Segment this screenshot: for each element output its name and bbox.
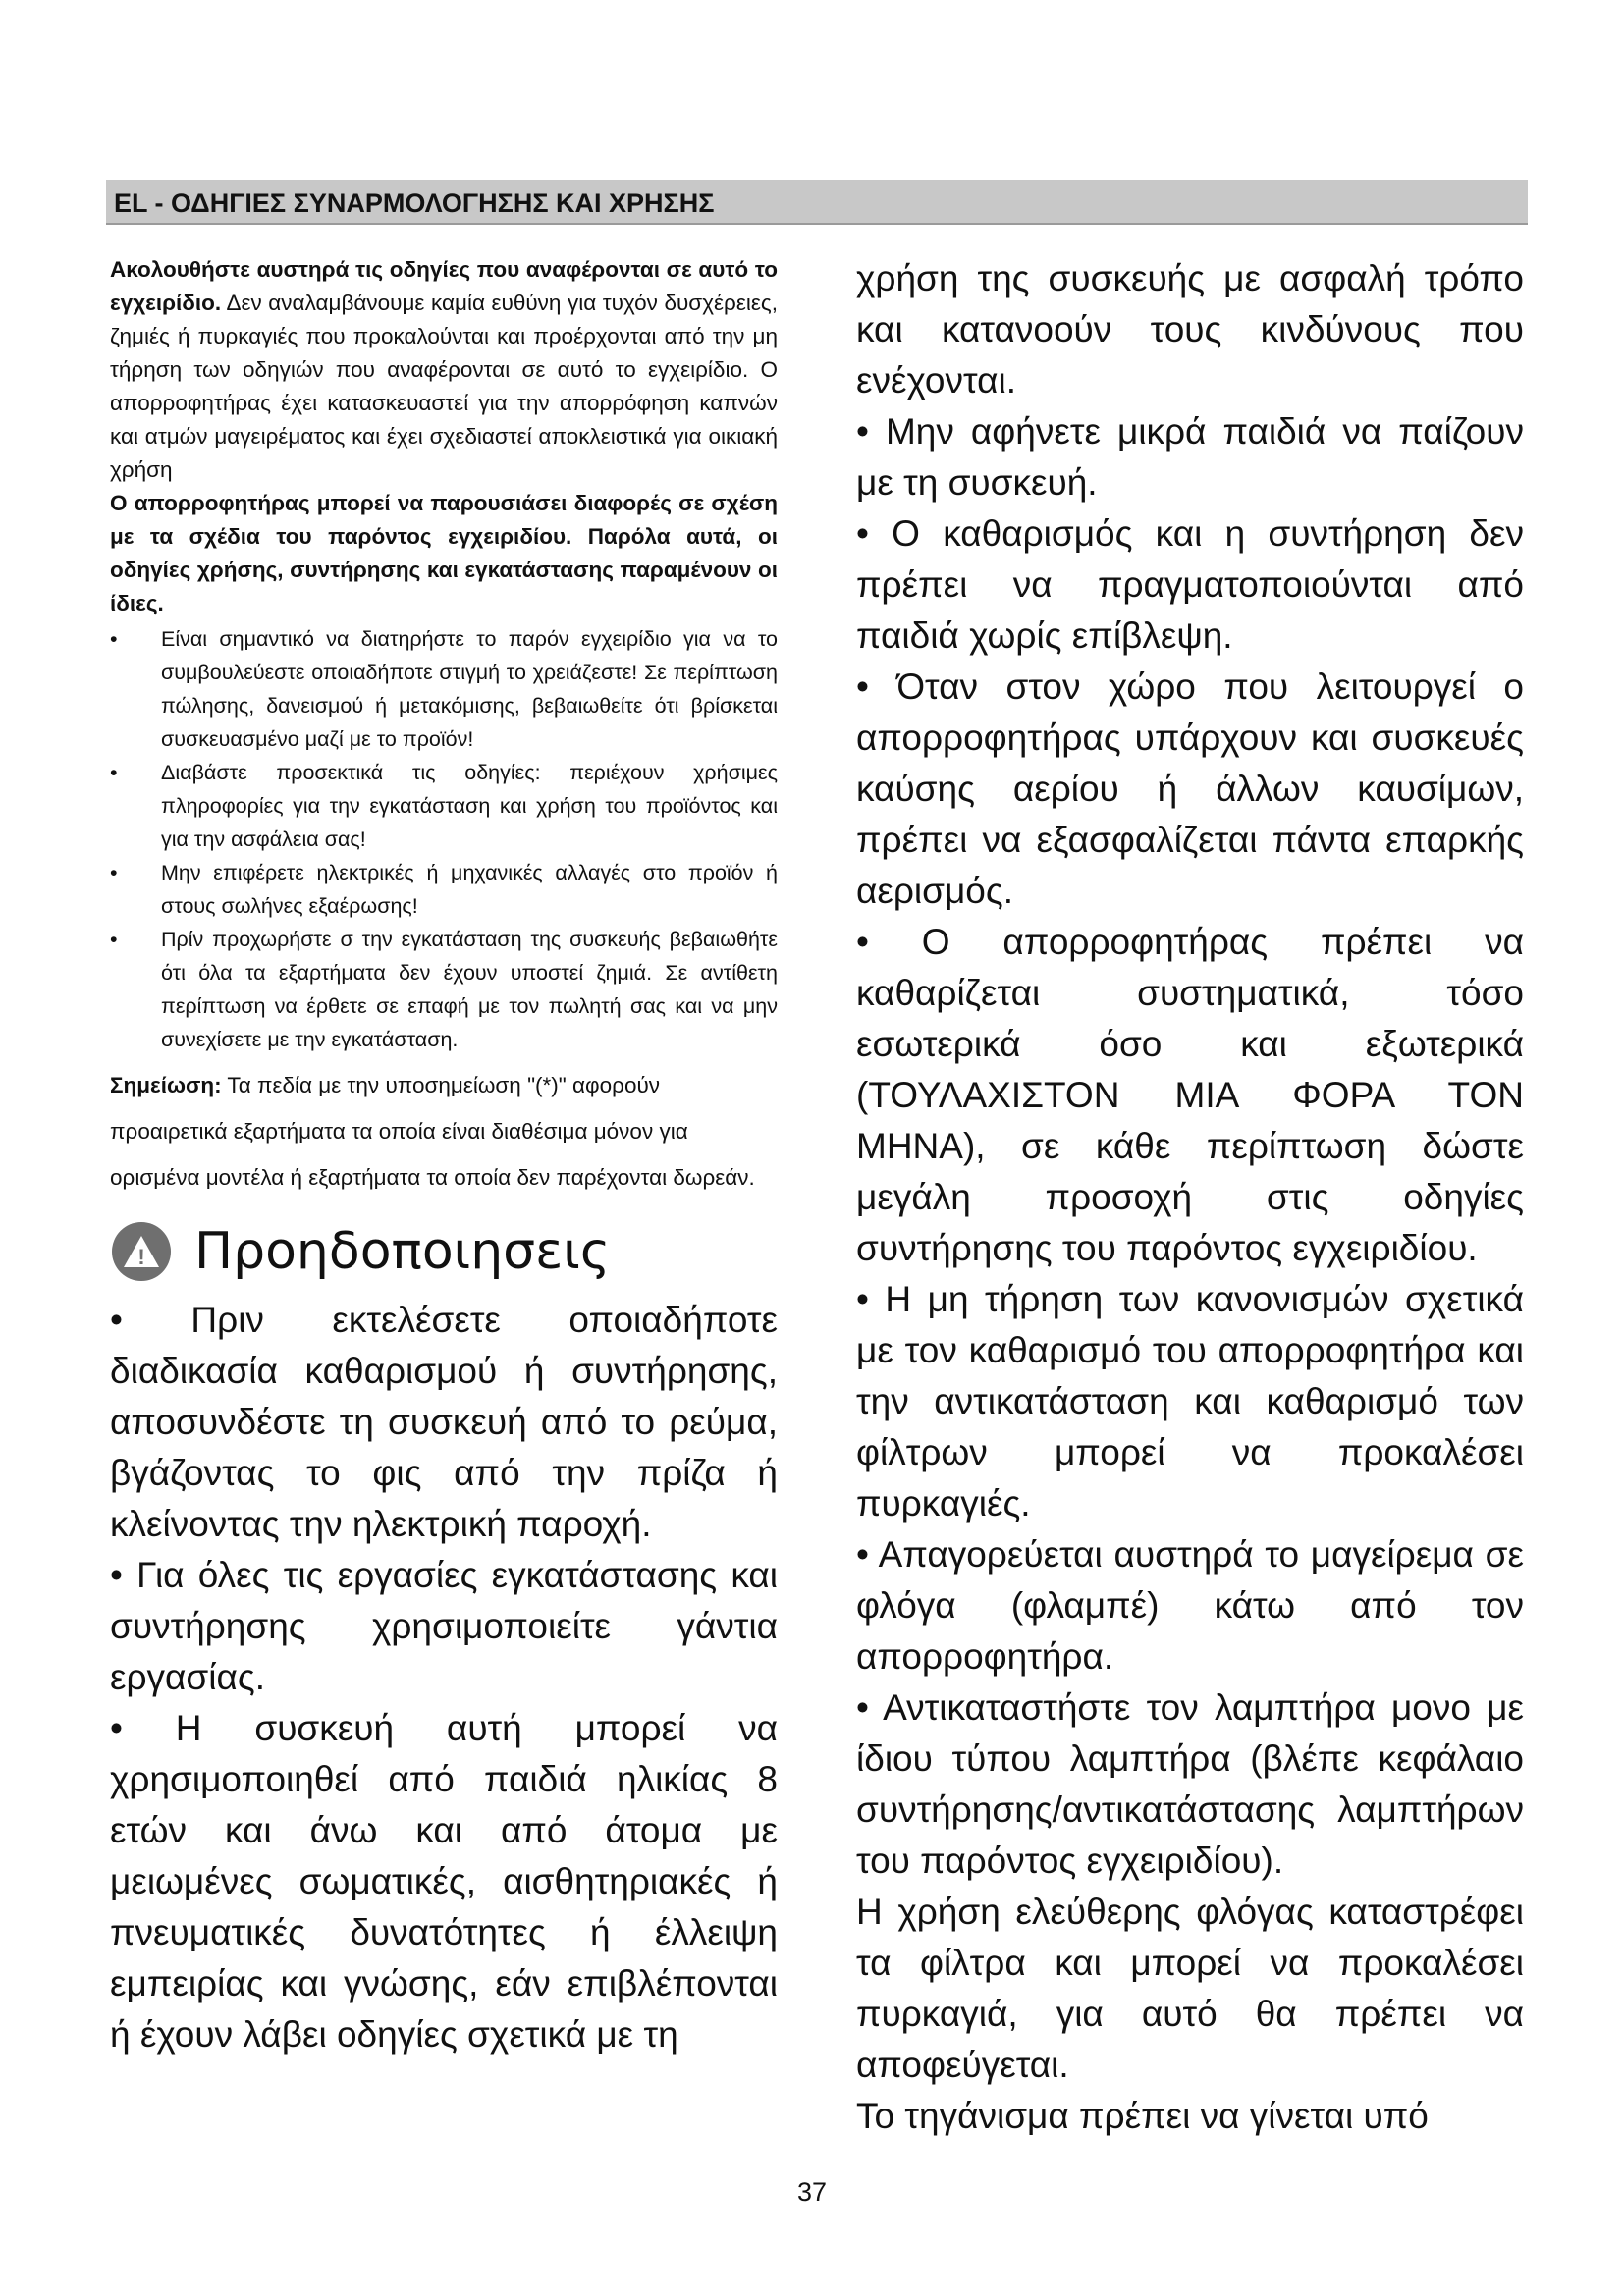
bullet-icon: • [110, 861, 118, 884]
warning-paragraph: Η χρήση ελεύθερης φλόγας καταστρέφει τα φίλτρα και μπορεί να προκαλέσει πυρκαγιά, για αυτό θα πρέπει να αποφεύγεται. [856, 1892, 1524, 2085]
note-text: Είναι σημαντικό να διατηρήστε το παρόν εγχειρίδιο για να το συμβουλεύεστε οποιαδήποτε στιγμή το χρειάζεστε! Σε περίπτωση πώλησης, δανεισμού ή μετακόμισης, βεβαιωθείτε ότι βρίσκεται συσκευασμένο μαζί με το προϊόν! [161, 627, 778, 751]
warning-paragraph: • Ο απορροφητήρας πρέπει να καθαρίζεται συστηματικά, τόσο εσωτερικά όσο και εξωτερικά (ΤΟΥΛΑΧΙΣΤΟΝ ΜΙΑ ΦΟΡΑ ΤΟΝ ΜΗΝΑ), σε κάθε περίπτωση δώστε μεγάλη προσοχή στις οδηγίες συντήρησης του παρόντος εγχειριδίου. [856, 922, 1524, 1268]
note-text: Διαβάστε προσεκτικά τις οδηγίες: περιέχουν χρήσιμες πληροφορίες για την εγκατάσταση και χρήση του προϊόντος και για την ασφάλεια σας! [161, 761, 778, 851]
warnings-title: Προηδοποιησεις [194, 1222, 611, 1281]
section-title: EL - ΟΔΗΓΙΕΣ ΣΥΝΑΡΜΟΛΟΓΗΣΗΣ ΚΑΙ ΧΡΗΣΗΣ [114, 188, 715, 218]
warning-paragraph: • Αντικαταστήστε τον λαμπτήρα μονο με ίδιου τύπου λαμπτήρα (βλέπε κεφάλαιο συντήρησης/αντικατάστασης λαμπτήρων του παρόντος εγχειριδίου). [856, 1687, 1524, 1881]
bullet-icon: • [110, 761, 118, 784]
warning-paragraph: • Η συσκευή αυτή μπορεί να χρησιμοποιηθεί από παιδιά ηλικίας 8 ετών και άνω και από άτομα με μειωμένες σωματικές, αισθητηριακές ή πνευματικές δυνατότητες ή έλλειψη εμπειρίας και γνώσης, εάν επιβλέπονται ή έχουν λάβει οδηγίες σχετικά με τη [110, 1708, 778, 2055]
warning-glyph: ! [137, 1245, 145, 1269]
warning-paragraph: • Πριν εκτελέσετε οποιαδήποτε διαδικασία καθαρισμού ή συντήρησης, αποσυνδέστε τη συσκευή από το ρεύμα, βγάζοντας το φις από την πρίζα ή κλείνοντας την ηλεκτρική παροχή. [110, 1300, 778, 1544]
note-item [110, 856, 778, 923]
note-item [110, 756, 778, 856]
warning-paragraph: • Απαγορεύεται αυστηρά το μαγείρεμα σε φλόγα (φλαμπέ) κάτω από τον απορροφητήρα. [856, 1534, 1524, 1677]
warning-paragraph: Το τηγάνισμα πρέπει να γίνεται υπό [856, 2096, 1429, 2136]
footnote-label: Σημείωση: [110, 1073, 222, 1097]
notes-list [110, 622, 778, 1056]
left-column [110, 253, 778, 2060]
warning-triangle-icon [122, 1234, 161, 1269]
warning-paragraph: χρήση της συσκευής με ασφαλή τρόπο και κατανοούν τους κινδύνους που ενέχονται. [856, 258, 1524, 400]
warning-paragraph: • Μην αφήνετε μικρά παιδιά να παίζουν με τη συσκευή. [856, 411, 1524, 503]
warnings-heading [110, 1212, 778, 1291]
page-number: 37 [796, 2177, 828, 2207]
note-item [110, 622, 778, 756]
footnote-text: Τα πεδία με την υποσημείωση "(*)" αφορούν προαιρετικά εξαρτήματα τα οποία είναι διαθέσιμα μόνον για ορισμένα μοντέλα ή εξαρτήματα τα οποία δεν παρέχονται δωρεάν. [110, 1073, 755, 1190]
warning-paragraph: • Όταν στον χώρο που λειτουργεί ο απορροφητήρας υπάρχουν και συσκευές καύσης αερίου ή άλλων καυσίμων, πρέπει να εξασφαλίζεται πάντα επαρκής αερισμός. [856, 667, 1524, 911]
note-item [110, 923, 778, 1056]
intro-bold-lead: Ακολουθήστε αυστηρά τις οδηγίες που αναφέρονται σε αυτό το εγχειρίδιο. [110, 257, 778, 315]
note-text: Πρίν προχωρήστε σ την εγκατάσταση της συσκευής βεβαιωθήτε ότι όλα τα εξαρτήματα δεν έχουν υποστεί ζημιά. Σε αντίθετη περίπτωση να έρθετε σε επαφή με τον πωλητή σας και να μην συνεχίσετε με την εγκατάσταση. [161, 928, 778, 1051]
bullet-icon: • [110, 928, 118, 951]
warning-paragraph: • Ο καθαρισμός και η συντήρηση δεν πρέπει να πραγματοποιούνται από παιδιά χωρίς επίβλεψη. [856, 513, 1524, 656]
intro-text: Δεν αναλαμβάνουμε καμία ευθύνη για τυχόν δυσχέρειες, ζημιές ή πυρκαγιές που προκαλούνται και προέρχονται από την μη τήρηση των οδηγιών που αναφέρονται σε αυτό το εγχειρίδιο. Ο απορροφητήρας έχει κατασκευαστεί για την απορρόφηση καπνών και ατμών μαγειρέματος και έχει σχεδιαστεί αποκλειστικά για οικιακή χρήση [110, 291, 778, 482]
footnote [110, 1062, 778, 1201]
section-header [106, 180, 1528, 225]
note-text: Μην επιφέρετε ηλεκτρικές ή μηχανικές αλλαγές στο προϊόν ή στους σωλήνες εξαέρωσης! [161, 861, 778, 918]
warning-paragraph: • Για όλες τις εργασίες εγκατάστασης και συντήρησης χρησιμοποιείτε γάντια εργασίας. [110, 1555, 778, 1697]
intro-variation-note [110, 487, 778, 620]
warning-icon [112, 1222, 171, 1281]
intro-bold-variation: Ο απορροφητήρας μπορεί να παρουσιάσει διαφορές σε σχέση με τα σχέδια του παρόντος εγχειριδίου. Παρόλα αυτά, οι οδηγίες χρήσης, συντήρησης και εγκατάστασης παραμένουν οι ίδιες. [110, 491, 778, 615]
warning-paragraph: • Η μη τήρηση των κανονισμών σχετικά με τον καθαρισμό του απορροφητήρα και την αντικατάσταση και καθαρισμό των φίλτρων μπορεί να προκαλέσει πυρκαγιές. [856, 1279, 1524, 1523]
bullet-icon: • [110, 627, 118, 651]
intro-paragraph [110, 253, 778, 487]
right-column [856, 253, 1524, 2142]
